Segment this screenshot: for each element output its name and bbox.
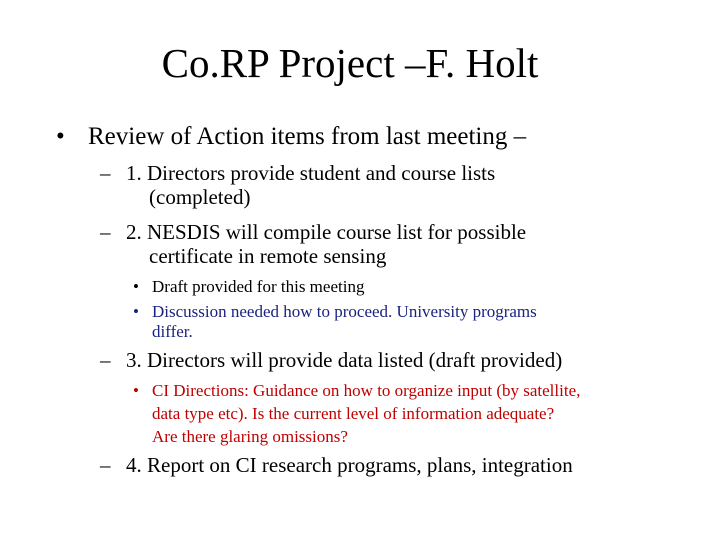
item2-dash: – [100,220,111,244]
sub-draft-text: Draft provided for this meeting [152,277,365,296]
ci-directions-bullet: • [133,381,139,400]
sub-discussion-line2: differ. [152,322,193,341]
item4-dash: – [100,453,111,477]
slide-title: Co.RP Project –F. Holt [161,40,539,86]
sub-discussion-bullet: • [133,302,139,321]
item2-line1: 2. NESDIS will compile course list for possible [126,220,527,244]
item4-text: 4. Report on CI research programs, plans, integration [126,453,573,477]
level1-bullet: • [56,123,65,150]
item1-line2: (completed) [149,185,251,209]
item3-text: 3. Directors will provide data listed (draft provided) [126,348,563,372]
review-action-items-text: Review of Action items from last meeting – [88,123,527,150]
item1-line1: 1. Directors provide student and course lists [126,161,496,185]
ci-directions-line3: Are there glaring omissions? [152,427,348,446]
ci-directions-line1: CI Directions: Guidance on how to organize input (by satellite, [152,381,581,400]
item3-dash: – [100,348,111,372]
item2-line2: certificate in remote sensing [149,244,387,268]
sub-draft-bullet: • [133,277,139,296]
sub-discussion-line1: Discussion needed how to proceed. University programs [152,302,537,321]
item1-dash: – [100,161,111,185]
ci-directions-line2: data type etc). Is the current level of information adequate? [152,404,555,423]
